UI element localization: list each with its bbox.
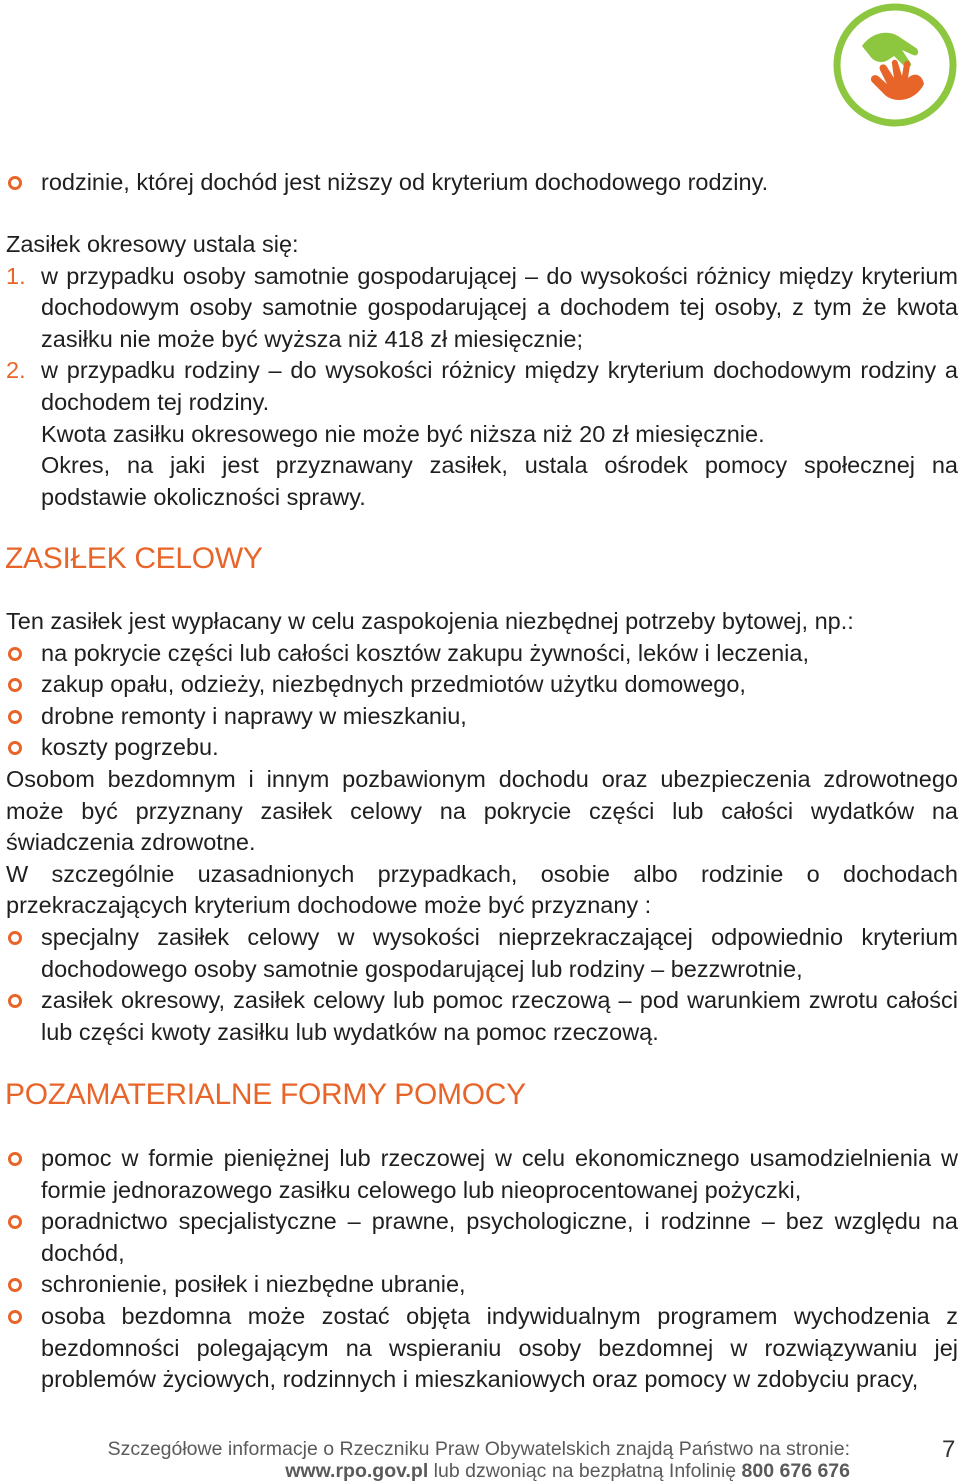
top-bullet-list xyxy=(6,167,958,199)
intro-text: Ten zasiłek jest wypłacany w celu zaspokojenia niezbędnej potrzeby bytowej, np.: xyxy=(6,608,854,634)
paragraph: W szczególnie uzasadnionych przypadkach, osobie albo rodzinie o dochodach przekraczających kryterium dochodowe może być przyznany : xyxy=(6,860,958,919)
paragraph: Kwota zasiłku okresowego nie może być niższa niż 20 zł miesięcznie. xyxy=(41,420,765,447)
page-number: 7 xyxy=(942,1436,956,1463)
hands-logo-icon xyxy=(832,2,958,128)
orange-ring-bullet-icon xyxy=(8,741,22,755)
list-item: drobne remonty i naprawy w mieszkaniu, xyxy=(6,701,958,733)
list-item: specjalny zasiłek celowy w wysokości nieprzekraczającej odpowiednio kryterium dochodowego osoby samotnie gospodarującej lub rodziny – bezzwrotnie, xyxy=(6,922,958,985)
orange-ring-bullet-icon xyxy=(8,931,22,945)
item-number: 2. xyxy=(6,357,26,384)
numbered-item: 2. w przypadku rodziny – do wysokości różnicy między kryterium dochodowym rodziny a dochodem tej rodziny. xyxy=(6,357,958,415)
footer-phone: 800 676 676 xyxy=(741,1460,850,1482)
footer-line1: Szczegółowe informacje o Rzeczniku Praw Obywatelskich znajdą Państwo na stronie: xyxy=(107,1438,850,1460)
footer-line2: www.rpo.gov.pl lub dzwoniąc na bezpłatną Infolinię 800 676 676 xyxy=(285,1460,850,1482)
pozamaterialne-section xyxy=(6,1143,958,1396)
list-item: pomoc w formie pieniężnej lub rzeczowej w celu ekonomicznego usamodzielnienia w formie jednorazowego zasiłku celowego lub nieoprocentowanej pożyczki, xyxy=(6,1143,958,1206)
orange-ring-bullet-icon xyxy=(8,710,22,724)
orange-ring-bullet-icon xyxy=(8,1152,22,1166)
list-item: poradnictwo specjalistyczne – prawne, psychologiczne, i rodzinne – bez względu na dochód, xyxy=(6,1206,958,1269)
list-item: zasiłek okresowy, zasiłek celowy lub pomoc rzeczową – pod warunkiem zwrotu całości lub części kwoty zasiłku lub wydatków na pomoc rzeczową. xyxy=(6,985,958,1048)
footer xyxy=(0,1438,850,1482)
footer-url[interactable]: www.rpo.gov.pl xyxy=(285,1460,429,1482)
list-item: koszty pogrzebu. xyxy=(6,732,958,764)
list-item: zakup opału, odzieży, niezbędnych przedmiotów użytku domowego, xyxy=(6,669,958,701)
list-item: schronienie, posiłek i niezbędne ubranie, xyxy=(6,1269,958,1301)
numbered-item: 1. w przypadku osoby samotnie gospodarującej – do wysokości różnicy między kryterium dochodowym osoby samotnie gospodarującej a dochodem tej osoby, z tym że kwota zasiłku nie może być wyższa niż 418 zł miesięcznie; xyxy=(6,262,958,352)
zasilek-okresowy-section xyxy=(6,229,958,513)
list-item: rodzinie, której dochód jest niższy od kryterium dochodowego rodziny. xyxy=(6,167,958,199)
orange-ring-bullet-icon xyxy=(8,647,22,661)
paragraph: Okres, na jaki jest przyznawany zasiłek, ustala ośrodek pomocy społecznej na podstawie okoliczności sprawy. xyxy=(41,452,958,510)
orange-ring-bullet-icon xyxy=(8,678,22,692)
list-item: na pokrycie części lub całości kosztów zakupu żywności, leków i leczenia, xyxy=(6,638,958,670)
orange-ring-bullet-icon xyxy=(8,1310,22,1324)
orange-ring-bullet-icon xyxy=(8,1278,22,1292)
orange-ring-bullet-icon xyxy=(8,994,22,1008)
paragraph: Osobom bezdomnym i innym pozbawionym dochodu oraz ubezpieczenia zdrowotnego może być przyznany zasiłek celowy na pokrycie części lub całości wydatków na świadczenia zdrowotne. xyxy=(6,765,958,856)
zasilek-celowy-section xyxy=(6,606,958,1048)
list-item: osoba bezdomna może zostać objęta indywidualnym programem wychodzenia z bezdomności polegającym na wspieraniu osoby bezdomnej w rozwiązywaniu jej problemów życiowych, rodzinnych i mieszkaniowych oraz pomocy w zdobyciu pracy, xyxy=(6,1301,958,1396)
orange-ring-bullet-icon xyxy=(8,1215,22,1229)
section-heading: ZASIŁEK CELOWY xyxy=(5,542,263,575)
intro-text: Zasiłek okresowy ustala się: xyxy=(6,231,299,257)
section-heading: POZAMATERIALNE FORMY POMOCY xyxy=(5,1078,526,1111)
orange-ring-bullet-icon xyxy=(8,176,22,190)
item-number: 1. xyxy=(6,262,26,289)
